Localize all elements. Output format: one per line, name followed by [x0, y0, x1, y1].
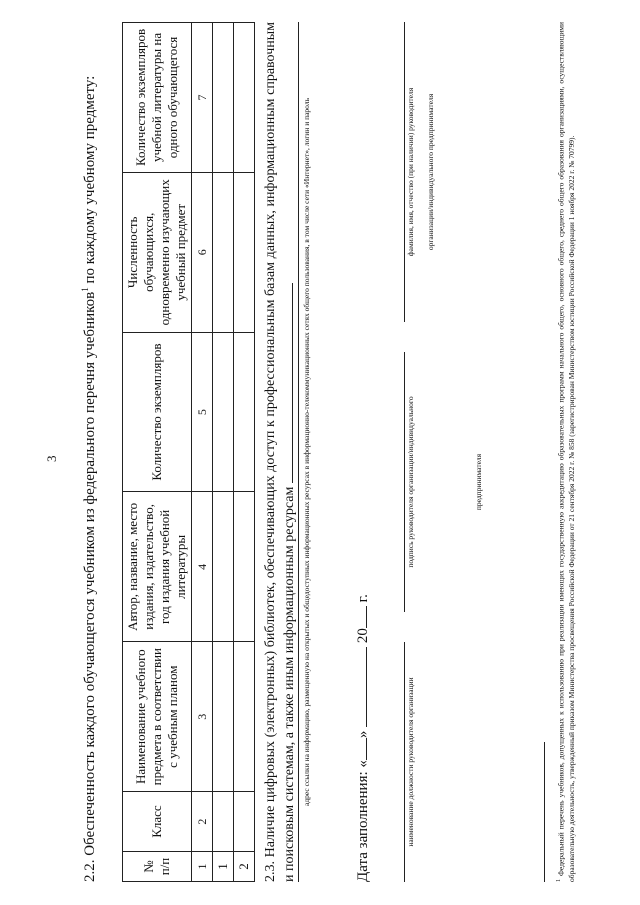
full-name-caption-line-2: организации/индивидуального предпринимателя	[426, 93, 435, 251]
table-cell[interactable]	[234, 492, 255, 642]
footnote	[554, 22, 577, 882]
table-cell[interactable]	[234, 23, 255, 173]
header-cell: Автор, название, место издания, издательство, год издания учебной литературы	[123, 492, 192, 642]
footnote-separator	[544, 742, 545, 882]
header-cell: Наименование учебного предмета в соответствии с учебным планом	[123, 642, 192, 792]
full-name-caption	[406, 22, 436, 322]
table-cell[interactable]	[213, 332, 234, 492]
table-cell[interactable]	[234, 792, 255, 852]
signature-line[interactable]	[404, 352, 405, 612]
full-name-caption-line-1: фамилия, имя, отчество (при наличии) руководителя	[406, 87, 415, 257]
table-cell[interactable]	[213, 492, 234, 642]
table-cell[interactable]	[213, 792, 234, 852]
footnote-mark: 1	[556, 879, 562, 882]
table-numbering-row	[192, 23, 213, 882]
fill-date-line	[354, 594, 372, 882]
year-blank[interactable]	[354, 606, 367, 628]
table-cell[interactable]	[234, 332, 255, 492]
rotated-document-sheet	[44, 22, 604, 882]
header-cell: Количество экземпляров	[123, 332, 192, 492]
signature-caption-line-2: предпринимателя	[474, 453, 483, 511]
section-2-3-paragraph	[262, 22, 299, 882]
footnote-reference[interactable]: 1	[80, 287, 90, 292]
fill-date-quote-close: »	[355, 730, 371, 739]
column-number: 6	[192, 172, 213, 332]
table-row	[213, 23, 234, 882]
column-number: 7	[192, 23, 213, 173]
signature-caption	[406, 352, 484, 612]
table-cell[interactable]: 2	[234, 852, 255, 882]
table-cell[interactable]: 1	[213, 852, 234, 882]
column-number: 2	[192, 792, 213, 852]
table-cell[interactable]	[213, 23, 234, 173]
textbook-supply-table	[122, 22, 255, 882]
header-cell: Численность обучающихся, одновременно изучающих учебный предмет	[123, 172, 192, 332]
table-row	[234, 23, 255, 882]
section-2-2-text-end: по каждому учебному предмету:	[82, 75, 98, 288]
table-cell[interactable]	[234, 172, 255, 332]
month-blank[interactable]	[354, 647, 367, 727]
section-2-2-heading	[74, 22, 101, 882]
year-suffix: г.	[355, 594, 371, 603]
table-cell[interactable]	[234, 642, 255, 792]
header-cell: Класс	[123, 792, 192, 852]
table-header-row	[123, 23, 192, 882]
fill-date-label: Дата заполнения: «	[355, 760, 371, 882]
resource-address-blank[interactable]	[280, 283, 293, 483]
table-cell[interactable]	[213, 172, 234, 332]
day-blank[interactable]	[354, 738, 367, 760]
resource-address-underline	[298, 22, 299, 882]
position-caption: наименование должности руководителя организации	[406, 677, 415, 847]
header-cell: Количество экземпляров учебной литературы на одного обучающегося	[123, 23, 192, 173]
table-cell[interactable]	[213, 642, 234, 792]
signature-caption-line-1: подпись руководителя организации/индивидуального	[406, 396, 415, 568]
section-2-3-text: 2.3. Наличие цифровых (электронных) библиотек, обеспечивающих доступ к профессиональным базам данных, информационным справочным и поисковым системам, а также иным информационным ресурсам	[263, 22, 297, 882]
position-signature-line[interactable]	[404, 642, 405, 882]
column-number: 3	[192, 642, 213, 792]
year-prefix: 20	[355, 628, 371, 644]
page-number: 3	[44, 455, 59, 462]
column-number: 1	[192, 852, 213, 882]
footnote-text: Федеральный перечень учебников, допущенных к использованию при реализации имеющих государственную аккредитацию образовательных программ начального общего, основного общего, среднего общего образования организациями, осуществляющими образовательную деятельность, утвержденный приказом Министерства просвещения Российской Федерации от 21 сентября 2022 г. № 858 (зарегистрирован Министерством юстиции Российской Федерации 1 ноября 2022 г. № 70799).	[556, 22, 576, 882]
column-number: 5	[192, 332, 213, 492]
full-name-line[interactable]	[404, 22, 405, 322]
header-cell: № п/п	[123, 852, 192, 882]
resource-address-caption: адрес ссылки на информацию, размещенную на открытых и общедоступных информационных ресурсах в информационно-телекоммуникационных сетях общего пользования, в том числе сети «Интернет», логин и пароль	[302, 98, 311, 806]
column-number: 4	[192, 492, 213, 642]
section-2-2-text: 2.2. Обеспеченность каждого обучающегося учебником из федерального перечня учебников	[82, 291, 98, 882]
